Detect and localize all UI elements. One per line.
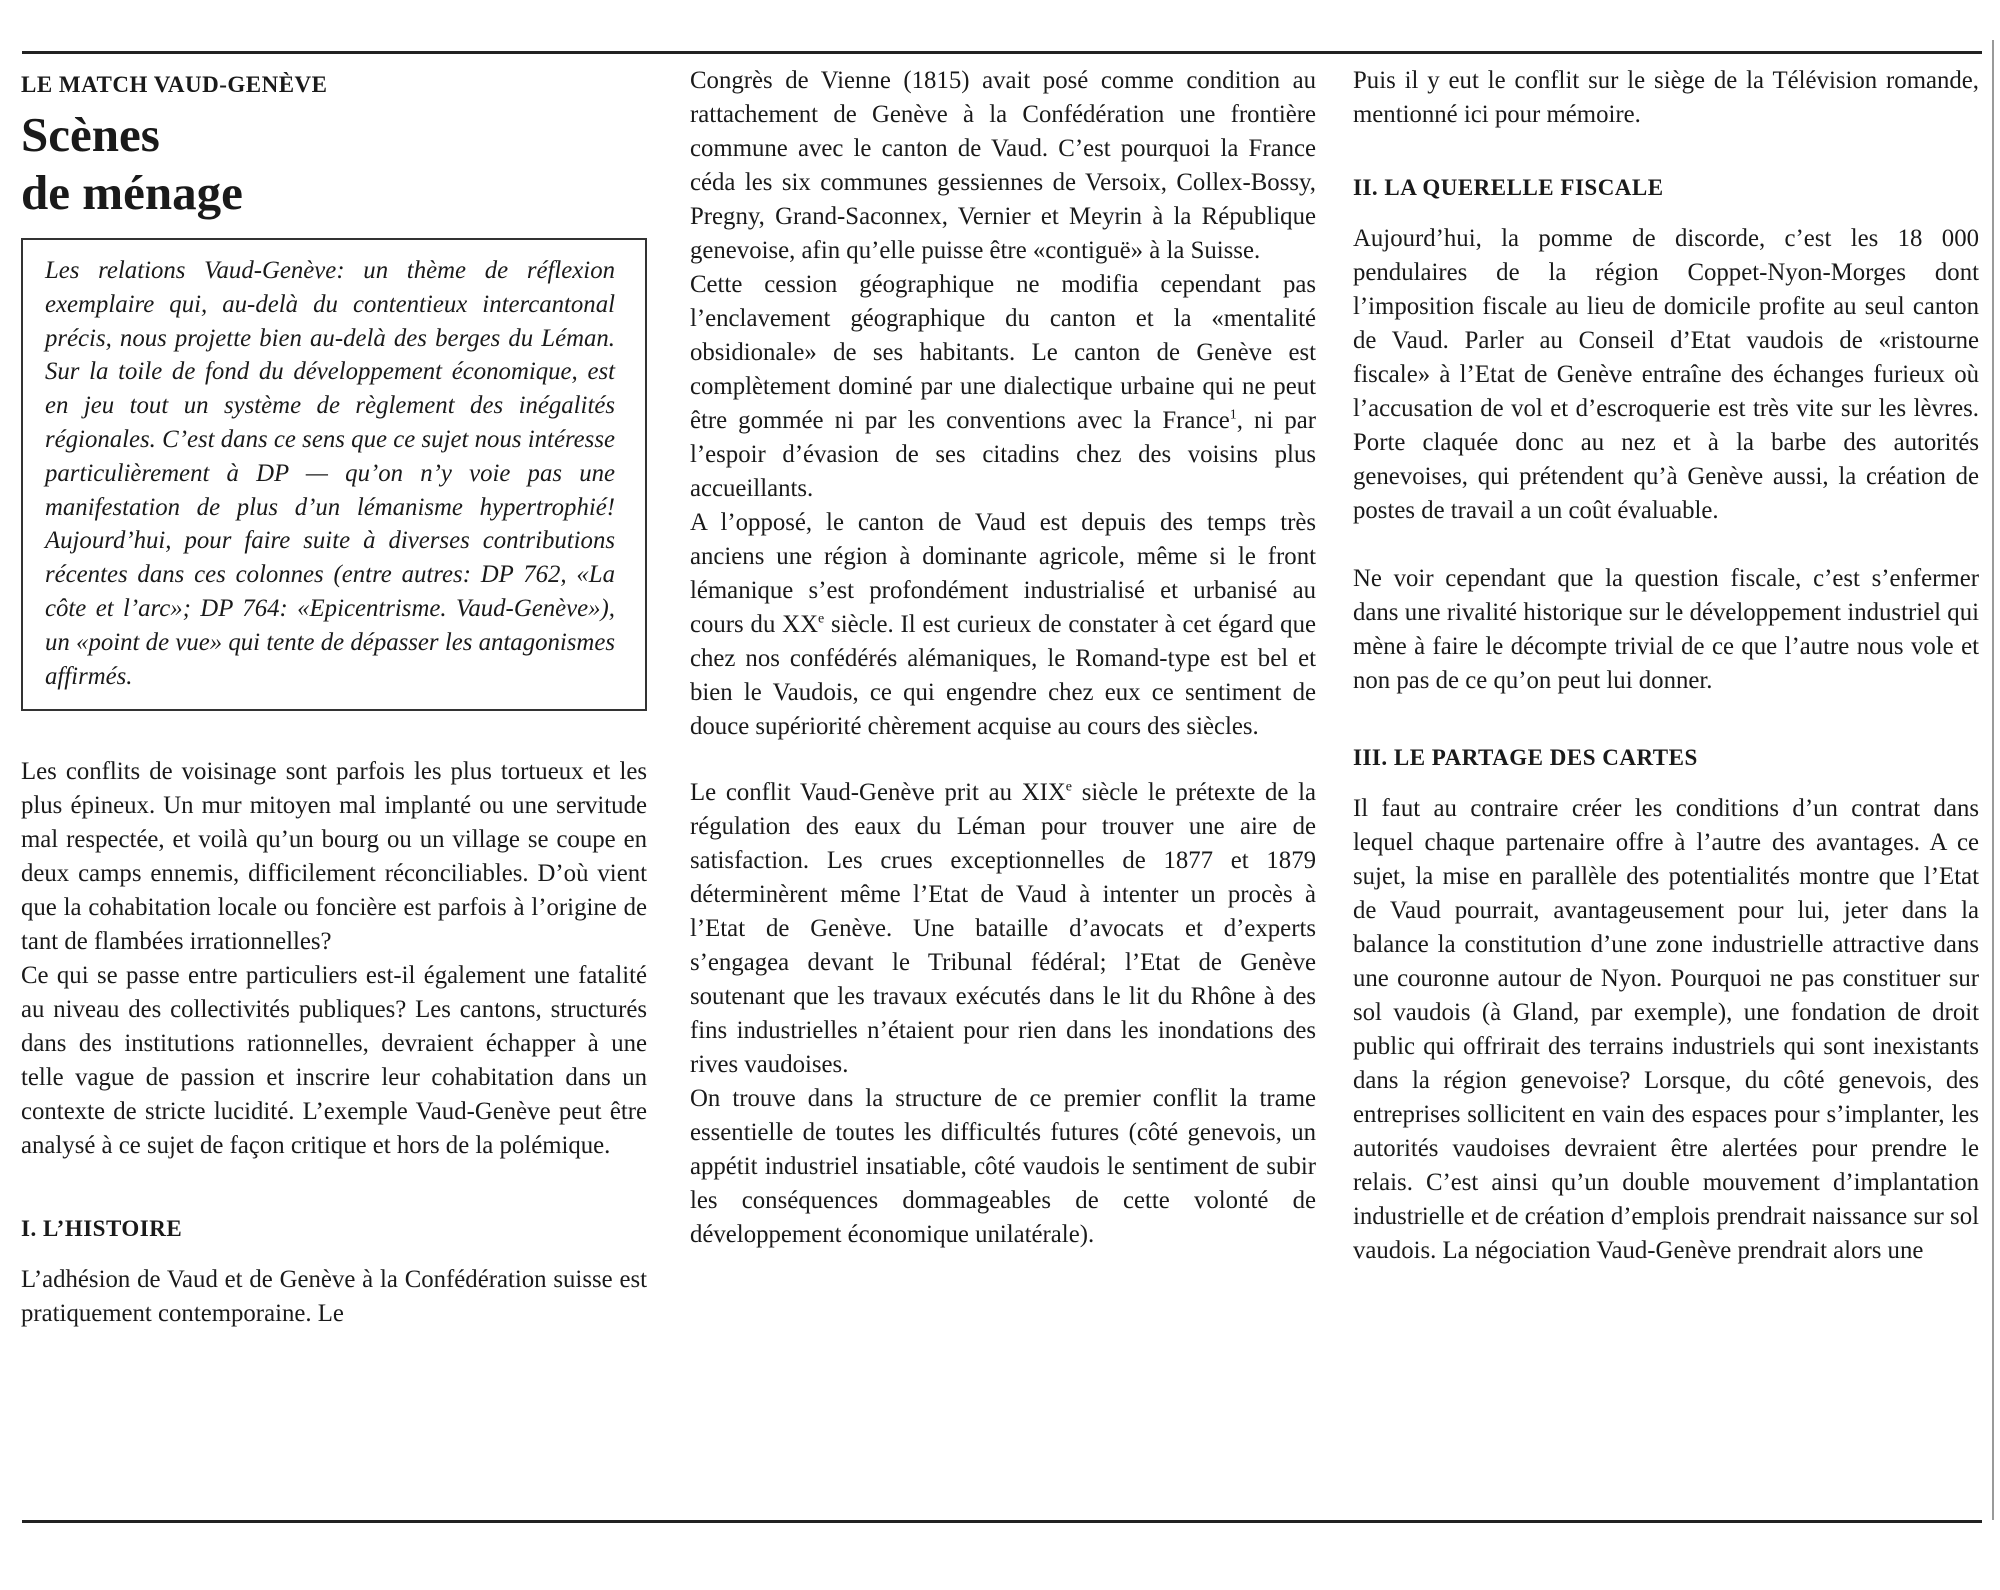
text-run: , ni par l’espoir d’évasion de ses citadins chez des voisins plus accueillants. — [690, 407, 1316, 502]
paragraph — [690, 776, 1316, 1082]
paragraph: Congrès de Vienne (1815) avait posé comme condition au rattachement de Genève à la Confédération une frontière commune avec le canton de Vaud. C’est pourquoi la France céda les six communes gessiennes de Versoix, Collex-Bossy, Pregny, Grand-Saconnex, Vernier et Meyrin à la République genevoise, afin qu’elle puisse être «contiguë» à la Suisse. — [690, 67, 1316, 264]
paragraph: Il faut au contraire créer les conditions d’un contrat dans lequel chaque partenaire offre à l’autre des avantages. A ce sujet, la mise en parallèle des potentialités montre que l’Etat de Vaud pourrait, avantageusement pour lui, jeter dans la balance la constitution d’une zone industrielle attractive dans une couronne autour de Nyon. Pourquoi ne pas constituer sur sol vaudois (à Gland, par exemple), une fondation de droit public qui offrirait des terrains industriels qui sont inexistants dans la région genevoise? Lorsque, du côté genevois, des entreprises sollicitent en vain des espaces pour s’implanter, les autorités vaudoises devraient être alertées pour prendre le relais. C’est ainsi qu’un double mouvement d’implantation industrielle et de création d’emplois prendrait naissance sur sol vaudois. La négociation Vaud-Genève prendrait alors une — [1353, 795, 1979, 1264]
paragraph: Ne voir cependant que la question fiscale, c’est s’enfermer dans une rivalité historique sur le développement industriel qui mène à faire le décompte trivial de ce que l’autre nous vole et non pas de ce qu’on peut lui donner. — [1353, 565, 1979, 694]
paragraph — [690, 506, 1316, 744]
text-run: siècle. Il est curieux de constater à cet égard que chez nos confédérés alémaniques, le Romand-type est bel et bien le Vaudois, ce qui engendre chez eux ce sentiment de douce supériorité chèrement acquise au cours des siècles. — [690, 611, 1316, 740]
section-heading-partage: III. LE PARTAGE DES CARTES — [1353, 745, 1698, 770]
section-heading-history: I. L’HISTOIRE — [21, 1216, 183, 1242]
text-run: A l’opposé, le canton de Vaud est depuis des temps très anciens une région à dominante agricole, même si le front lémanique s’est profondément industrialisé et urbanisé au cours du XX — [690, 509, 1316, 638]
paragraph: L’adhésion de Vaud et de Genève à la Confédération suisse est pratiquement contemporaine. Le — [21, 1266, 647, 1328]
paragraph: Puis il y eut le conflit sur le siège de la Télévision romande, mentionné ici pour mémoire. — [1353, 67, 1979, 128]
superscript: e — [1065, 779, 1072, 795]
section-heading-fiscal: II. LA QUERELLE FISCALE — [1353, 175, 1664, 200]
paragraph — [690, 268, 1316, 506]
superscript: e — [818, 611, 825, 627]
paragraph: Les conflits de voisinage sont parfois les plus tortueux et les plus épineux. Un mur mitoyen mal implanté ou une servitude mal respectée, et voilà qu’un bourg ou un village se coupe en deux camps ennemis, difficilement réconciliables. D’où vient que la cohabitation locale ou foncière est parfois à l’origine de tant de flambées irrationnelles? — [21, 758, 647, 956]
text-run: siècle le prétexte de la régulation des eaux du Léman pour trouver une aire de satisfaction. Les crues exceptionnelles de 1877 et 1879 déterminèrent même l’Etat de Vaud à intenter un procès à l’Etat de Genève. Une bataille d’avocats et d’experts s’engagea devant le Tribunal fédéral; l’Etat de Genève soutenant que les travaux exécutés dans le lit du Rhône à des fins industrielles n’étaient pour rien dans les inondations des rives vaudoises. — [690, 779, 1316, 1078]
paragraph: Ce qui se passe entre particuliers est-il également une fatalité au niveau des collectivités publiques? Les cantons, structurés dans des institutions rationnelles, devraient échapper à une telle vague de passion et inscrire leur cohabitation dans un contexte de stricte lucidité. L’exemple Vaud-Genève peut être analysé à ce sujet de façon critique et hors de la polémique. — [21, 962, 647, 1160]
column-3 — [1353, 64, 1979, 1268]
article-title — [21, 106, 647, 222]
page-edge-line — [1992, 40, 1994, 1520]
text-run: Le conflit Vaud-Genève prit au XIX — [690, 779, 1066, 806]
paragraph: On trouve dans la structure de ce premier conflit la trame essentielle de toutes les difficultés futures (côté genevois, un appétit industriel insatiable, côté vaudois le sentiment de subir les conséquences dommageables de cette volonté de développement économique unilatérale). — [690, 1085, 1316, 1248]
bottom-rule — [22, 1520, 1982, 1523]
column-1 — [21, 64, 647, 1331]
article-kicker: LE MATCH VAUD-GENÈVE — [21, 72, 328, 97]
top-rule — [22, 51, 1982, 54]
intro-box: Les relations Vaud-Genève: un thème de réflexion exemplaire qui, au-delà du contentieux intercantonal précis, nous projette bien au-delà des berges du Léman. Sur la toile de fond du développement économique, est en jeu tout un système de règlement des inégalités régionales. C’est dans ce sens que ce sujet nous intéresse particulièrement à DP — qu’on n’y voie pas une manifestation de plus d’un lémanisme hypertrophié! Aujourd’hui, pour faire suite à diverses contributions récentes dans ces colonnes (entre autres: DP 762, «La côte et l’arc»; DP 764: «Epicentrisme. Vaud-Genève»), un «point de vue» qui tente de dépasser les antagonismes affirmés. — [21, 238, 647, 711]
column-2 — [690, 64, 1316, 1252]
paragraph: Aujourd’hui, la pomme de discorde, c’est les 18 000 pendulaires de la région Coppet-Nyon-Morges dont l’imposition fiscale au lieu de domicile profite au seul canton de Vaud. Parler au Conseil d’Etat vaudois de «ristourne fiscale» à l’Etat de Genève entraîne des échanges furieux où l’accusation de vol et d’escroquerie est très vite sur les lèvres. Porte claquée donc au nez et à la barbe des autorités genevoises, qui prétendent qu’à Genève aussi, la création de postes de travail a un coût évaluable. — [1353, 225, 1979, 524]
footnote-marker: 1 — [1229, 407, 1237, 423]
title-line-2: de ménage — [21, 165, 243, 220]
text-run: Cette cession géographique ne modifia cependant pas l’enclavement géographique du canton et la «mentalité obsidionale» de ses habitants. Le canton de Genève est complètement dominé par une dialectique urbaine qui ne peut être gommée ni par les conventions avec la France — [690, 271, 1316, 434]
title-line-1: Scènes — [21, 107, 160, 162]
